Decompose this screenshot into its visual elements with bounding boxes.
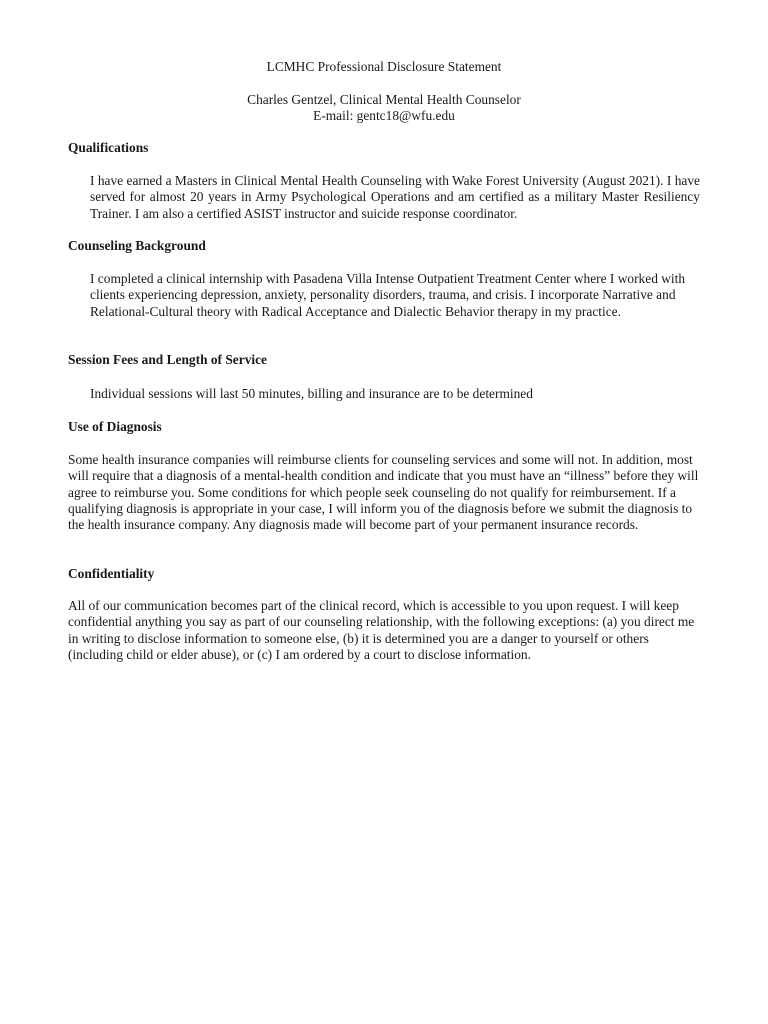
counseling-background-text: I completed a clinical internship with Pasadena Villa Intense Outpatient Treatment Center where I worked with clients experiencing depression, anxiety, personality disorders, trauma, and crisis. I incorporate Narrative and Relational-Cultural theory with Radical Acceptance and Dialectic Behavior therapy in my practice.	[90, 271, 686, 319]
counseling-background-heading: Counseling Background	[68, 238, 206, 253]
confidentiality-heading: Confidentiality	[68, 566, 155, 581]
counselor-email: E-mail: gentc18@wfu.edu	[313, 108, 455, 123]
qualifications-text: I have earned a Masters in Clinical Mental Health Counseling with Wake Forest University (August 2021). I have served for almost 20 years in Army Psychological Operations and am certified as a military Master Resiliency Trainer. I am also a certified ASIST instructor and suicide response coordinator.	[90, 173, 700, 221]
use-of-diagnosis-heading: Use of Diagnosis	[68, 419, 162, 434]
confidentiality-text: All of our communication becomes part of the clinical record, which is accessible to you upon request. I will keep confidential anything you say as part of our counseling relationship, with the following exceptions: (a) you direct me in writing to disclose information to someone else, (b) it is determined you are a danger to yourself or others (including child or elder abuse), or (c) I am ordered by a court to disclose information.	[68, 598, 695, 662]
qualifications-heading: Qualifications	[68, 140, 149, 155]
session-fees-text: Individual sessions will last 50 minutes, billing and insurance are to be determined	[90, 386, 533, 401]
session-fees-heading: Session Fees and Length of Service	[68, 352, 267, 367]
use-of-diagnosis-text: Some health insurance companies will reimburse clients for counseling services and some will not. In addition, most will require that a diagnosis of a mental-health condition and indicate that you must have an “illness” before they will agree to reimburse you. Some conditions for which people seek counseling do not qualify for reimbursement. If a qualifying diagnosis is appropriate in your case, I will inform you of the diagnosis before we submit the diagnosis to the health insurance company. Any diagnosis made will become part of your permanent insurance records.	[68, 452, 699, 533]
counselor-name: Charles Gentzel, Clinical Mental Health Counselor	[247, 92, 521, 107]
document-title: LCMHC Professional Disclosure Statement	[266, 59, 502, 74]
